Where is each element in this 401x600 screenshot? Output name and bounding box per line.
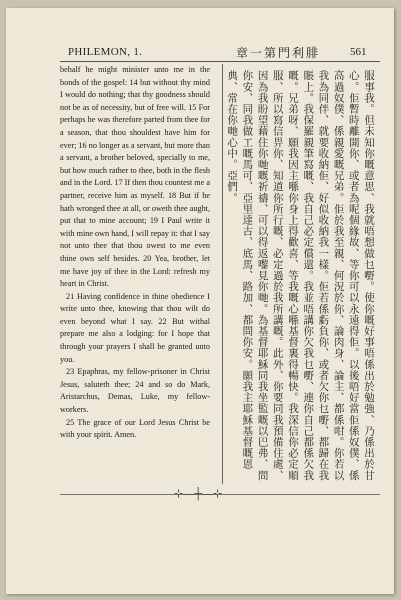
page-number: 561 xyxy=(350,46,367,58)
book-page xyxy=(6,8,394,594)
english-paragraph: 23 Epaphras, my fellow-prisoner in Christ Jesus, saluteth thee; 24 and so do Mark, Aristarchus, Demas, Luke, my fellow-workers. xyxy=(60,367,210,415)
chinese-paragraph: 服事我。但未知你嘅意思、我就唔想做乜嘢。使你嘅好事唔係出於勉強、乃係出於甘心。佢暫時離開你、或者為呢個緣故、等你可以永遠得佢。以後唔好當佢係奴僕、係高過奴僕、係親愛嘅兄弟。佢於我至親、何況於你、論肉身、論主、都係咁。你若以我為同伴、就要收納佢、好似收納我一樣。佢若係虧負你、或者欠你乜嘢、都歸在我賬上。我保羅親筆寫嘅、我自己必定償還。我並唔講你欠我乜嘢、連你自己都係欠我嘅。兄弟呀、願我因主喺你身上得歡喜、等我嘅心喺基督裏得暢快。我深信你必定順服、所以寫信畀你、知道你所行嘅、必定過於我所講嘅。此外、你要同我預備住處、因為我盼望藉住你哋嘅祈禱、可以得返嚟見你哋。為基督耶穌同我坐監嘅以巴弗、問你安、同我做工嘅馬可、亞里達古、底馬、路加、都問你安。願我主耶穌基督嘅恩典、常在你哋心中。亞們。 xyxy=(226,70,375,481)
english-paragraph: 21 Having confidence in thine obedience I write unto thee, knowing that thou wilt do even beyond what I say. 22 But withal prepare me also a lodging: for I hope that through your prayers I shall be granted unto you. xyxy=(60,291,210,364)
end-ornament: ⊹—┼—⊹ xyxy=(174,488,223,500)
english-paragraph: 25 The grace of our Lord Jesus Christ be with your spirit. Amen. xyxy=(60,417,210,440)
chinese-column xyxy=(226,70,376,490)
running-header-english: PHILEMON, 1. xyxy=(68,46,143,58)
running-header-chinese: 章一第門利腓 xyxy=(236,46,321,60)
english-paragraph: behalf he might minister unto me in the bonds of the gospel: 14 but without thy mind I would do nothing; that thy goodness should not be as of necessity, but of free will. 15 For perhaps he was therefore parted from thee for a season, that thou shouldest have him for ever; 16 no longer as a servant, but more than a servant, a brother beloved, specially to me, but how much rather to thee, both in the flesh and in the Lord. 17 If then thou countest me a partner, receive him as myself. 18 But if he hath wronged thee at all, or oweth thee aught, put that to mine account; 19 I Paul write it with mine own hand, I will repay it: that I say not unto thee that thou owest to me even thine own self besides. 20 Yea, brother, let me have joy of thee in the Lord: refresh my heart in Christ. xyxy=(60,65,210,289)
english-column xyxy=(60,64,210,442)
column-divider xyxy=(222,64,223,484)
header-rule xyxy=(60,61,380,62)
